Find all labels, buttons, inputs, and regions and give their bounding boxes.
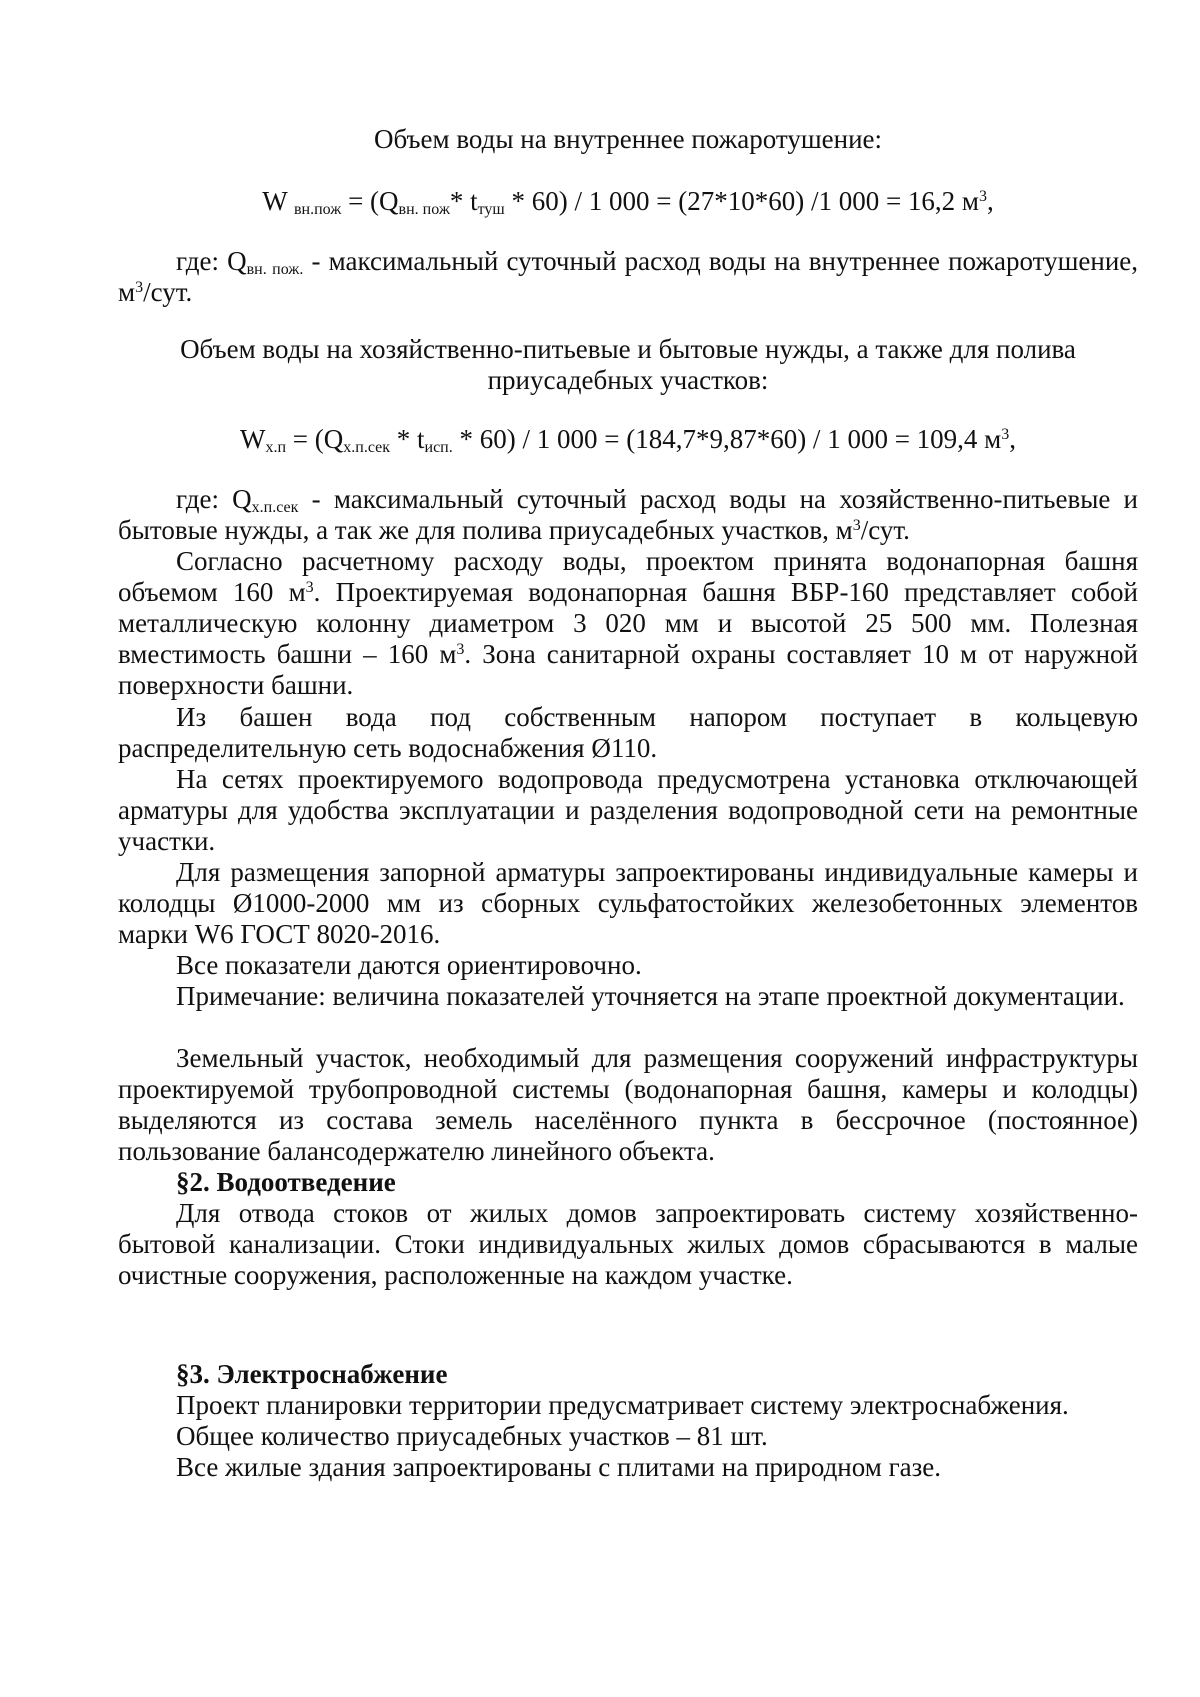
section3-line3: Все жилые здания запроектированы с плитами на природном газе.	[176, 1452, 942, 1482]
inner-fire-where: где: $Q_{вн. пож.}$ - максимальный суточный расход воды на внутреннее пожаротушение, $м^3$/сут.	[118, 246, 1139, 307]
inner-fire-formula: W $_{вн.пож} = (Q_{вн. пож}*$ $t_{туш} * 60) / 1$ 000 = (27*10*60) /1 000 = 16,2 $м^3$,	[262, 186, 994, 218]
indicators-paragraph: Все показатели даются ориентировочно.	[176, 950, 642, 980]
section3-heading: §3. Электроснабжение	[176, 1359, 448, 1389]
section2-text: Для отвода стоков от жилых домов запроектировать систему хозяйственно-бытовой канализации. Стоки индивидуальных жилых домов сбрасываются в малые очистные сооружения, расположенные на каждом участке.	[118, 1198, 1138, 1290]
household-title: Объем воды на хозяйственно-питьевые и бытовые нужды, а также для полива приусадебных участков:	[180, 334, 1076, 395]
tower-paragraph: Согласно расчетному расходу воды, проектом принята водонапорная башня объемом 160 $м^3$. Проектируемая водонапорная башня ВБР-160 представляет собой металлическую колонну диаметром 3 020 мм и высотой 25 500 мм. Полезная вместимость башни – 160 $м^3$. Зона санитарной охраны составляет 10 м от наружной поверхности башни.	[118, 546, 1138, 700]
section2-heading: §2. Водоотведение	[176, 1167, 396, 1197]
note-paragraph: Примечание: величина показателей уточняется на этапе проектной документации.	[176, 981, 1125, 1011]
household-where: где: $Q_{х.п.сек}$ - максимальный суточный расход воды на хозяйственно-питьевые и бытовые нужды, а так же для полива приусадебных участков, $м^3$/сут.	[118, 484, 1139, 545]
household-formula: $W_{х.п} = (Q_{х.п.сек} * t_{исп.} * 60) / 1$ 000 = (184,7*9,87*60) / 1 000 = 109,4 $м^3$,	[239, 424, 1017, 456]
inner-fire-title: Объем воды на внутреннее пожаротушение:	[373, 124, 883, 154]
land-paragraph: Земельный участок, необходимый для размещения сооружений инфраструктуры проектируемой трубопроводной системы (водонапорная башня, камеры и колодцы) выделяются из состава земель населённого пункта в бессрочное (постоянное) пользование балансодержателю линейного объекта.	[118, 1043, 1138, 1166]
armature-paragraph: На сетях проектируемого водопровода предусмотрена установка отключающей арматуры для удобства эксплуатации и разделения водопроводной сети на ремонтные участки.	[118, 764, 1138, 856]
section3-line2: Общее количество приусадебных участков – 81 шт.	[176, 1421, 768, 1451]
chambers-paragraph: Для размещения запорной арматуры запроектированы индивидуальные камеры и колодцы Ø1000-2000 мм из сборных сульфатостойких железобетонных элементов марки W6 ГОСТ 8020-2016.	[118, 857, 1138, 949]
towers-network-paragraph: Из башен вода под собственным напором поступает в кольцевую распределительную сеть водоснабжения Ø110.	[118, 702, 1138, 763]
section3-line1: Проект планировки территории предусматривает систему электроснабжения.	[176, 1390, 1069, 1420]
